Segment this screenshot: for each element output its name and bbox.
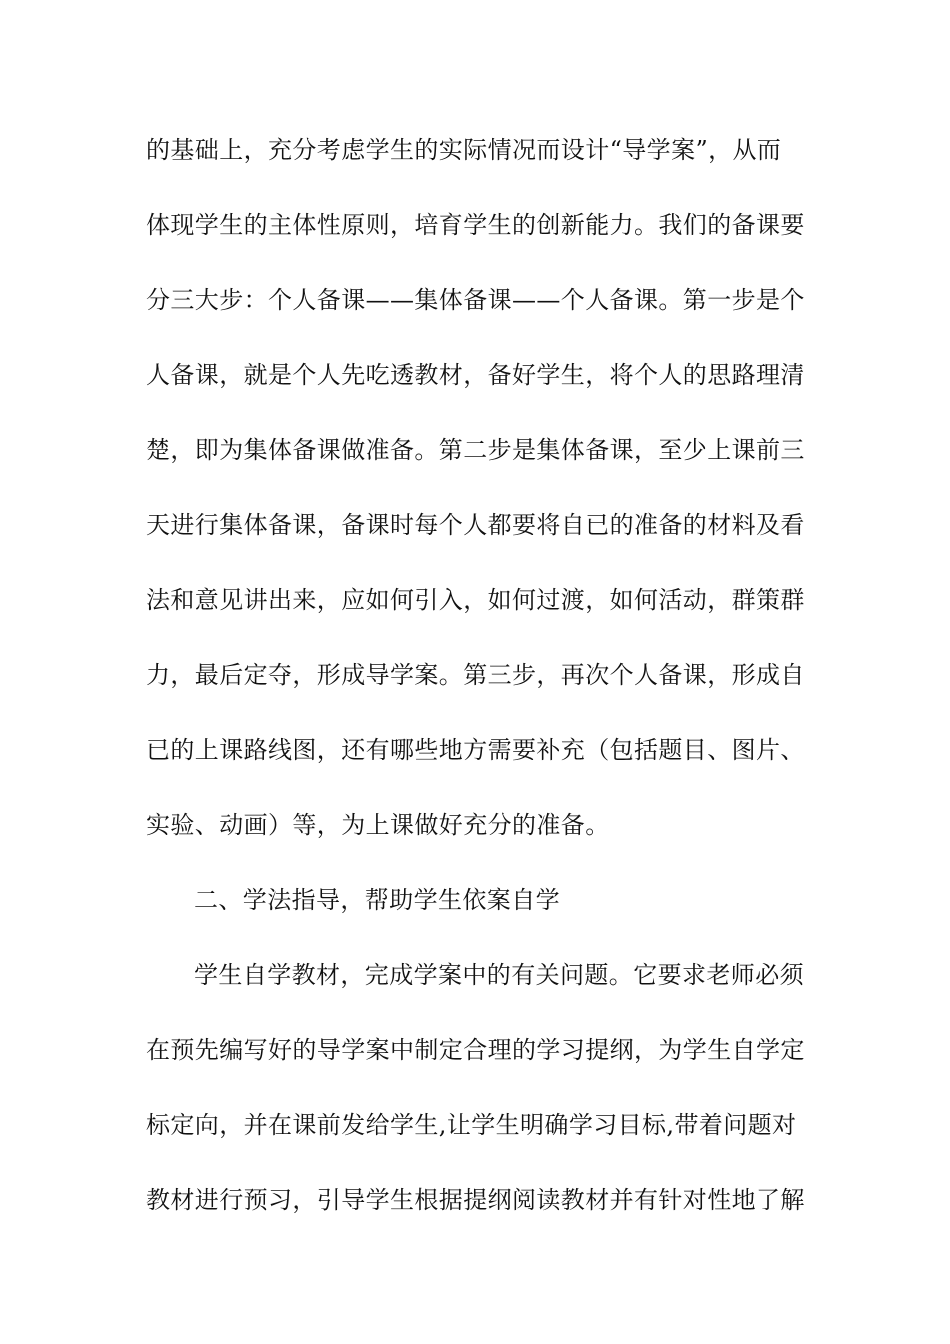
paragraph-line: 在预先编写好的导学案中制定合理的学习提纲，为学生自学定 <box>146 1036 805 1064</box>
paragraph-line: 的基础上，充分考虑学生的实际情况而设计“导学案”，从而 <box>146 136 782 164</box>
paragraph-line: 力，最后定夺，形成导学案。第三步，再次个人备课，形成自 <box>146 661 805 689</box>
paragraph-line: 法和意见讲出来，应如何引入，如何过渡，如何活动，群策群 <box>146 586 805 614</box>
section-heading: 二、学法指导，帮助学生依案自学 <box>194 886 560 914</box>
paragraph-line: 人备课，就是个人先吃透教材，备好学生，将个人的思路理清 <box>146 361 805 389</box>
paragraph-line: 体现学生的主体性原则，培育学生的创新能力。我们的备课要 <box>146 211 805 239</box>
paragraph-line: 实验、动画）等，为上课做好充分的准备。 <box>146 811 610 839</box>
paragraph-line: 天进行集体备课，备课时每个人都要将自已的准备的材料及看 <box>146 511 805 539</box>
paragraph-line: 学生自学教材，完成学案中的有关问题。它要求老师必须 <box>194 961 804 989</box>
paragraph-line: 标定向，并在课前发给学生,让学生明确学习目标,带着问题对 <box>146 1111 797 1139</box>
paragraph-line: 楚，即为集体备课做准备。第二步是集体备课，至少上课前三 <box>146 436 805 464</box>
paragraph-line: 已的上课路线图，还有哪些地方需要补充（包括题目、图片、 <box>146 736 805 764</box>
paragraph-line: 分三大步：个人备课——集体备课——个人备课。第一步是个 <box>146 286 805 314</box>
paragraph-line: 教材进行预习，引导学生根据提纲阅读教材并有针对性地了解 <box>146 1186 805 1214</box>
